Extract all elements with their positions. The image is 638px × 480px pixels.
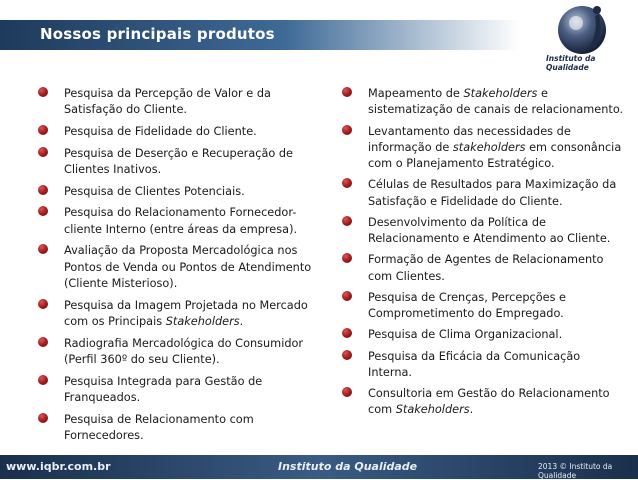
list-item xyxy=(38,298,318,331)
right-product-list xyxy=(342,86,627,419)
list-item-text: Pesquisa Integrada para Gestão de Franqueados. xyxy=(64,374,263,404)
footer-brand: Instituto da Qualidade xyxy=(278,460,418,473)
bullet-icon xyxy=(38,147,48,157)
list-item-text: Levantamento das necessidades de informação de stakeholders em consonância com o Planejamento Estratégico. xyxy=(368,124,622,171)
list-item-text: Desenvolvimento da Política de Relacionamento e Atendimento ao Cliente. xyxy=(368,215,611,246)
header xyxy=(0,0,638,72)
list-item-text: Pesquisa de Relacionamento com Fornecedores. xyxy=(64,412,254,442)
list-item xyxy=(38,86,318,119)
list-item-text: Pesquisa de Deserção e Recuperação de Clientes Inativos. xyxy=(64,146,293,176)
list-item xyxy=(38,336,318,369)
bullet-icon xyxy=(342,387,352,397)
bullet-icon xyxy=(342,178,352,188)
list-item-text: Consultoria em Gestão do Relacionamento com Stakeholders. xyxy=(368,387,610,417)
bullet-icon xyxy=(38,185,48,195)
right-column xyxy=(342,86,627,424)
list-item-text: Radiografia Mercadológica do Consumidor (Perfil 360º do seu Cliente). xyxy=(64,336,304,366)
bullet-icon xyxy=(342,125,352,135)
list-item-text: Pesquisa da Imagem Projetada no Mercado com os Principais Stakeholders. xyxy=(64,298,308,328)
bullet-icon xyxy=(342,328,352,338)
bullet-icon xyxy=(38,244,48,254)
list-item-text: Pesquisa da Eficácia da Comunicação Interna. xyxy=(368,349,581,379)
bullet-icon xyxy=(342,87,352,97)
page-title: Nossos principais produtos xyxy=(40,25,275,43)
list-item xyxy=(342,349,627,382)
list-item xyxy=(342,386,627,419)
bullet-icon xyxy=(38,299,48,309)
list-item-text: Pesquisa de Clientes Potenciais. xyxy=(64,184,245,198)
list-item-text: Células de Resultados para Maximização da Satisfação e Fidelidade do Cliente. xyxy=(368,178,617,208)
footer-copyright: 2013 © Instituto da Qualidade xyxy=(538,462,613,480)
bullet-icon xyxy=(38,413,48,423)
list-item-text: Pesquisa de Fidelidade do Cliente. xyxy=(64,125,257,138)
list-item xyxy=(342,86,627,119)
list-item xyxy=(38,146,318,179)
bullet-icon xyxy=(38,337,48,347)
list-item xyxy=(342,177,627,210)
list-item xyxy=(38,184,318,200)
list-item xyxy=(38,205,318,238)
list-item xyxy=(342,327,627,343)
footer xyxy=(0,455,638,479)
list-item xyxy=(38,412,318,445)
list-item-text: Pesquisa do Relacionamento Fornecedor-cliente Interno (entre áreas da empresa). xyxy=(64,206,298,236)
bullet-icon xyxy=(342,216,352,226)
list-item-text: Pesquisa de Crenças, Percepções e Comprometimento do Empregado. xyxy=(368,290,567,321)
list-item xyxy=(38,124,318,140)
bullet-icon xyxy=(342,350,352,360)
list-item xyxy=(342,252,627,285)
list-item-text: Avaliação da Proposta Mercadológica nos Pontos de Venda ou Pontos de Atendimento (Cliente Misterioso). xyxy=(64,244,312,290)
bullet-icon xyxy=(38,87,48,97)
bullet-icon xyxy=(342,291,352,301)
bullet-icon xyxy=(38,375,48,385)
list-item-text: Pesquisa da Percepção de Valor e da Satisfação do Cliente. xyxy=(64,87,271,117)
bullet-icon xyxy=(38,206,48,216)
footer-website-link[interactable]: www.iqbr.com.br xyxy=(6,460,111,473)
list-item xyxy=(342,215,627,248)
list-item xyxy=(38,374,318,407)
bullet-icon xyxy=(342,253,352,263)
list-item-text: Mapeamento de Stakeholders e sistematização de canais de relacionamento. xyxy=(368,87,624,117)
list-item xyxy=(342,124,627,173)
list-item-text: Formação de Agentes de Relacionamento com Clientes. xyxy=(368,253,604,283)
left-column xyxy=(38,86,318,450)
list-item xyxy=(38,243,318,292)
left-product-list xyxy=(38,86,318,444)
bullet-icon xyxy=(38,125,48,135)
list-item xyxy=(342,290,627,323)
list-item-text: Pesquisa de Clima Organizacional. xyxy=(368,328,563,342)
logo-caption: Instituto da Qualidade xyxy=(546,54,596,72)
